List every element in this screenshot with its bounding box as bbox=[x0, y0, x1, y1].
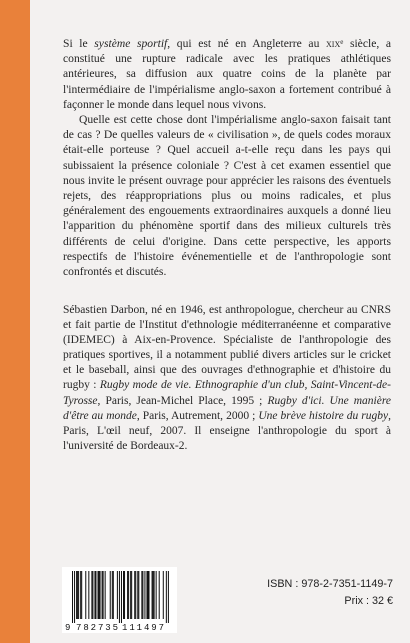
price-label: Prix : 32 € bbox=[344, 595, 393, 607]
barcode-bar bbox=[141, 571, 142, 619]
barcode-bar bbox=[92, 571, 93, 619]
barcode-bar bbox=[112, 571, 113, 619]
barcode-bar bbox=[119, 571, 120, 623]
barcode-bar bbox=[78, 571, 79, 619]
barcode-bar bbox=[81, 571, 82, 619]
barcode-bar bbox=[103, 571, 104, 619]
orange-spine-stripe bbox=[0, 0, 30, 643]
barcode-bar bbox=[154, 571, 155, 619]
barcode-bar bbox=[80, 571, 81, 619]
barcode-bar bbox=[130, 571, 131, 619]
barcode-bar bbox=[127, 571, 128, 619]
barcode-bar bbox=[110, 571, 111, 619]
barcode-bar bbox=[144, 571, 145, 619]
barcode-bar bbox=[156, 571, 157, 619]
barcode-bar bbox=[100, 571, 101, 619]
barcode-bar bbox=[147, 571, 148, 619]
barcode-bar bbox=[105, 571, 106, 619]
barcode-bar bbox=[146, 571, 147, 619]
barcode-bar bbox=[94, 571, 95, 619]
barcode-bar bbox=[138, 571, 139, 619]
barcode bbox=[62, 567, 177, 633]
barcode-bar bbox=[159, 571, 160, 619]
barcode-bar bbox=[131, 571, 132, 619]
barcode-bar bbox=[74, 571, 75, 623]
author-biography-text: Sébastien Darbon, né en 1946, est anthropologue, chercheur au CNRS et fait partie de l'Institut d'ethnologie méditerranéenne et comparative (IDEMEC) à Aix-en-Provence. Spécialiste de l'anthropologie des pratiques sportives, il a notamment publié divers articles sur le cricket et le baseball, ainsi que des ouvrages d'ethnographie et d'histoire du rugby : Rugby mode de vie. Ethnographie d'un club, Saint-Vincent-de-Tyrosse, Paris, Jean-Michel Place, 1995 ; Rugby d'ici. Une manière d'être au monde, Paris, Autrement, 2000 ; Une brève histoire du rugby, Paris, L'œil neuf, 2007. Il enseigne l'anthropologie du sport à l'université de Bordeaux-2. bbox=[63, 304, 391, 452]
barcode-bar bbox=[113, 571, 114, 619]
barcode-bar bbox=[117, 571, 118, 619]
isbn-number: ISBN : 978-2-7351-1149-7 bbox=[267, 578, 393, 590]
barcode-bar bbox=[142, 571, 143, 619]
barcode-bar bbox=[91, 571, 92, 619]
barcode-bar bbox=[121, 571, 122, 623]
barcode-bar bbox=[152, 571, 153, 619]
barcode-bar bbox=[124, 571, 125, 619]
description-paragraph-2: Quelle est cette chose dont l'impérialisme anglo-saxon faisait tant de cas ? De quelles valeurs de « civilisation », de quels codes moraux était-elle porteuse ? Quel accueil a-t-elle reçu dans les pays qui subissaient la présence coloniale ? C'est à cet examen essentiel que nous invite le présent ouvrage pour apprécier les raisons des éventuels rejets, des réappropriations plus ou moins radicales, et plus généralement des engouements extraordinaires auxquels a donné lieu l'apparition du phénomène sportif dans des milieux culturels très différents de celui d'origine. Dans cette perspective, les apports respectifs de l'histoire événementielle et de l'anthropologie sont confrontés et discutés. bbox=[63, 113, 391, 279]
barcode-bar bbox=[95, 571, 96, 619]
barcode-bar bbox=[128, 571, 129, 619]
book-title-2: Rugby d'ici. Une manière d'être au monde bbox=[63, 394, 391, 422]
barcode-bar bbox=[123, 571, 124, 619]
barcode-graphic bbox=[62, 567, 177, 633]
barcode-bar bbox=[153, 571, 154, 619]
barcode-bar bbox=[85, 571, 86, 619]
barcode-bar bbox=[102, 571, 103, 619]
book-title-1: Rugby mode de vie. Ethnographie d'un club, Saint-Vincent-de-Tyrosse bbox=[63, 379, 391, 407]
century-numeral: xix bbox=[326, 37, 341, 50]
barcode-bar bbox=[163, 571, 164, 619]
barcode-bar bbox=[88, 571, 89, 619]
barcode-first-digit: 9 bbox=[65, 623, 71, 633]
barcode-bar bbox=[72, 571, 73, 623]
barcode-bar bbox=[77, 571, 78, 619]
barcode-right-digits: 111497 bbox=[122, 623, 164, 633]
barcode-bar bbox=[137, 571, 138, 619]
system-term: système sportif bbox=[94, 37, 168, 50]
barcode-bar bbox=[98, 571, 99, 619]
book-description bbox=[63, 36, 391, 279]
barcode-bar bbox=[135, 571, 136, 619]
barcode-bar bbox=[149, 571, 150, 619]
book-title-3: Une brève histoire du rugby bbox=[258, 409, 389, 422]
description-paragraph-1: Si le système sportif, qui est né en Angleterre au xix$^e$ siècle, a constitué une rupture radicale avec les pratiques athlétiques antérieures, sa diffusion aux quatre coins de la planète par l'intermédiaire de l'impérialisme anglo-saxon a fortement contribué à façonner le monde dans lequel nous vivons. bbox=[63, 37, 392, 111]
barcode-bar bbox=[134, 571, 135, 619]
barcode-bar bbox=[166, 571, 167, 623]
author-biography bbox=[63, 303, 391, 454]
barcode-bar bbox=[168, 571, 169, 623]
barcode-left-digits: 782735 bbox=[76, 623, 118, 633]
barcode-bar bbox=[76, 571, 77, 619]
barcode-bar bbox=[99, 571, 100, 619]
